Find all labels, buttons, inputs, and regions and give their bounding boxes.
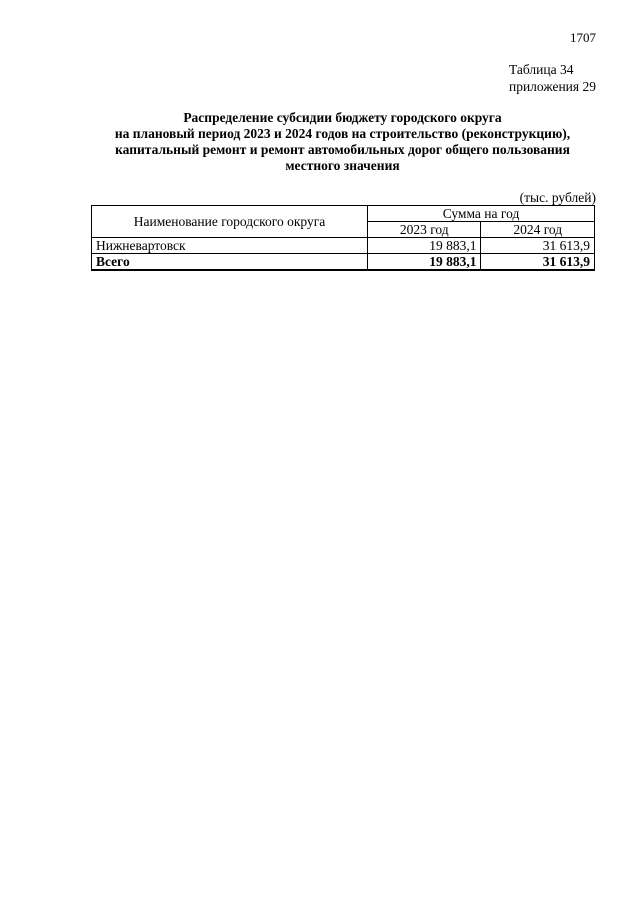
title-line: Распределение субсидии бюджету городского округа — [183, 110, 502, 125]
value-2024: 31 613,9 — [481, 238, 595, 254]
district-name: Нижневартовск — [92, 238, 368, 254]
subsidy-table — [91, 205, 595, 271]
title-line: на плановый период 2023 и 2024 годов на строительство (реконструкцию), — [114, 126, 571, 141]
total-2023: 19 883,1 — [368, 254, 481, 271]
page-number: 1707 — [570, 30, 596, 45]
table-reference-number: Таблица 34 — [508, 62, 574, 77]
table-reference — [509, 61, 596, 95]
document-title — [90, 110, 595, 174]
units-label: (тыс. рублей) — [519, 190, 596, 205]
header-district-name: Наименование городского округа — [92, 206, 368, 238]
table-row — [92, 238, 595, 254]
total-row — [92, 254, 595, 271]
value-2023: 19 883,1 — [368, 238, 481, 254]
table-reference-appendix: приложения 29 — [508, 79, 596, 94]
header-year-2024: 2024 год — [481, 222, 595, 238]
header-annual-sum: Сумма на год — [368, 206, 595, 222]
title-line: местного значения — [285, 158, 400, 173]
table-header-row — [92, 206, 595, 222]
header-year-2023: 2023 год — [368, 222, 481, 238]
total-label: Всего — [92, 254, 368, 271]
total-2024: 31 613,9 — [481, 254, 595, 271]
title-line: капитальный ремонт и ремонт автомобильных дорог общего пользования — [115, 142, 570, 157]
